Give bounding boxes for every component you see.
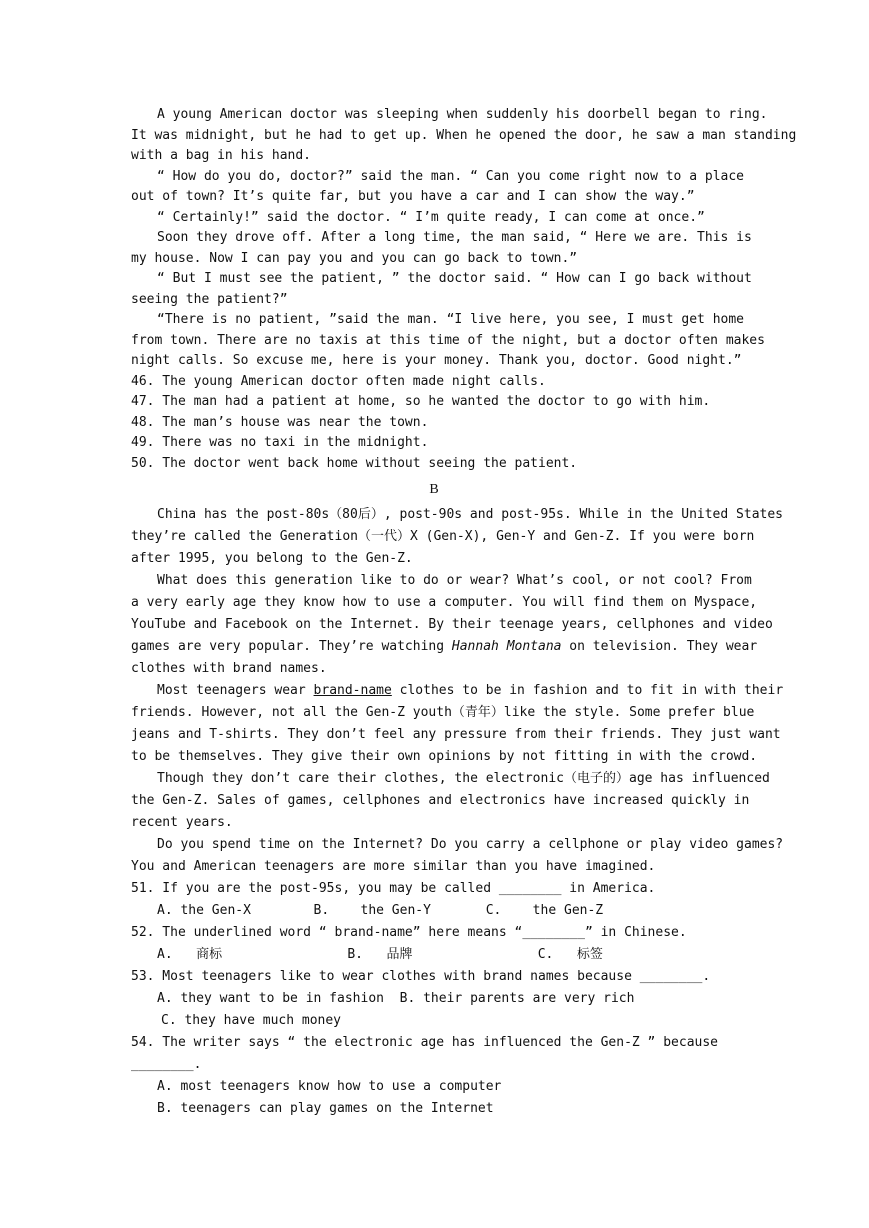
- statement-50: 50. The doctor went back home without seeing the patient.: [131, 455, 578, 471]
- passage-b-line: [131, 636, 758, 658]
- underlined-word: brand-name: [313, 683, 392, 698]
- line-text: clothes to be in fashion and to fit in with their: [391, 683, 784, 698]
- passage-a-line: “ Certainly!” said the doctor. “ I’m quite ready, I can come at once.”: [157, 209, 705, 225]
- line-text: games are very popular. They’re watching: [131, 639, 452, 654]
- worksheet-page: [131, 105, 797, 1120]
- passage-b-line: after 1995, you belong to the Gen-Z.: [131, 551, 413, 566]
- passage-a-line: A young American doctor was sleeping when suddenly his doorbell began to ring.: [157, 107, 768, 122]
- passage-a: [131, 105, 797, 474]
- statement-49: 49. There was no taxi in the midnight.: [131, 435, 429, 450]
- passage-b-line: recent years.: [131, 815, 233, 830]
- passage-a-line: my house. Now I can pay you and you can go back to town.”: [131, 250, 578, 266]
- passage-b-line: [131, 680, 784, 702]
- line-text: on television. They wear: [561, 639, 758, 654]
- passage-a-line: It was midnight, but he had to get up. When he opened the door, he saw a man standing: [131, 127, 797, 143]
- passage-b-line: jeans and T-shirts. They don’t feel any pressure from their friends. They just want: [131, 727, 781, 742]
- question-51: 51. If you are the post-95s, you may be called ________ in America.: [131, 881, 656, 896]
- question-52: 52. The underlined word “ brand-name” here means “________” in Chinese.: [131, 925, 687, 940]
- passage-b-line: You and American teenagers are more similar than you have imagined.: [131, 859, 656, 874]
- question-54: 54. The writer says “ the electronic age has influenced the Gen-Z ” because: [131, 1035, 718, 1050]
- question-54-option-a: A. most teenagers know how to use a computer: [157, 1079, 502, 1094]
- passage-b-line: to be themselves. They give their own opinions by not fitting in with the crowd.: [131, 749, 758, 764]
- question-54-blank: ________.: [131, 1057, 202, 1072]
- passage-a-line: “ But I must see the patient, ” the doctor said. “ How can I go back without: [157, 271, 752, 286]
- question-53: 53. Most teenagers like to wear clothes with brand names because ________.: [131, 969, 711, 984]
- passage-b-line: Though they don’t care their clothes, the electronic（电子的）age has influenced: [157, 771, 770, 786]
- passage-b-line: they’re called the Generation（一代）X (Gen-X), Gen-Y and Gen-Z. If you were born: [131, 529, 755, 544]
- question-53-options-ab: A. they want to be in fashion B. their parents are very rich: [157, 991, 635, 1006]
- passage-a-line: from town. There are no taxis at this time of the night, but a doctor often makes: [131, 332, 765, 348]
- section-b-heading: B: [429, 482, 439, 497]
- passage-b: [131, 504, 784, 1120]
- statement-48: 48. The man’s house was near the town.: [131, 414, 429, 430]
- passage-a-line: “ How do you do, doctor?” said the man. “ Can you come right now to a place: [157, 168, 744, 184]
- question-51-options: A. the Gen-X B. the Gen-Y C. the Gen-Z: [157, 903, 604, 918]
- passage-a-line: Soon they drove off. After a long time, the man said, “ Here we are. This is: [157, 230, 752, 245]
- passage-b-line: friends. However, not all the Gen-Z youth（青年）like the style. Some prefer blue: [131, 705, 755, 720]
- question-54-option-b: B. teenagers can play games on the Internet: [157, 1101, 494, 1116]
- passage-a-line: night calls. So excuse me, here is your money. Thank you, doctor. Good night.”: [131, 353, 742, 368]
- passage-a-line: out of town? It’s quite far, but you have a car and I can show the way.”: [131, 189, 695, 204]
- passage-b-line: YouTube and Facebook on the Internet. By their teenage years, cellphones and video: [131, 617, 773, 632]
- passage-b-line: Do you spend time on the Internet? Do you carry a cellphone or play video games?: [157, 837, 784, 852]
- statement-46: 46. The young American doctor often made night calls.: [131, 373, 546, 389]
- passage-b-line: the Gen-Z. Sales of games, cellphones and electronics have increased quickly in: [131, 793, 750, 808]
- passage-a-line: with a bag in his hand.: [131, 148, 312, 163]
- passage-b-line: China has the post-80s（80后）, post-90s and post-95s. While in the United States: [157, 507, 783, 522]
- statement-47: 47. The man had a patient at home, so he wanted the doctor to go with him.: [131, 394, 711, 409]
- passage-a-line: seeing the patient?”: [131, 291, 288, 307]
- passage-b-line: What does this generation like to do or wear? What’s cool, or not cool? From: [157, 573, 752, 588]
- question-53-option-c: C. they have much money: [161, 1013, 342, 1028]
- question-52-options: A. 商标 B. 品牌 C. 标签: [157, 947, 603, 962]
- tv-show-title: Hannah Montana: [451, 639, 562, 654]
- line-text: Most teenagers wear: [157, 683, 314, 698]
- passage-b-line: clothes with brand names.: [131, 661, 327, 676]
- passage-a-line: “There is no patient, ”said the man. “I live here, you see, I must get home: [157, 312, 744, 327]
- passage-b-line: a very early age they know how to use a computer. You will find them on Myspace,: [131, 595, 758, 610]
